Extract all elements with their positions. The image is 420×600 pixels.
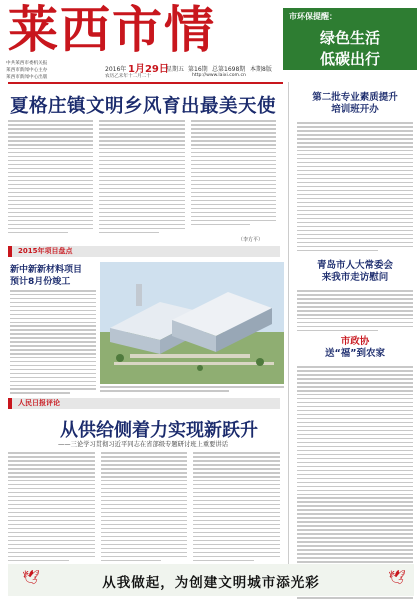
lead-body — [8, 120, 276, 236]
story1-title-line1[interactable]: 第二批专业素质提升 — [312, 92, 398, 103]
commentary-column-1 — [8, 452, 95, 561]
rendering-caption — [100, 386, 284, 392]
lead-column-2 — [99, 120, 184, 236]
masthead — [0, 0, 420, 78]
pubinfo-date: 1月29日 — [128, 64, 169, 75]
project-section-label: 2015年项目盘点 — [18, 247, 73, 255]
civilization-banner — [8, 564, 414, 596]
story1-title-line2[interactable]: 培训班开办 — [331, 104, 379, 115]
pubinfo-pages: 本期8版 — [250, 66, 272, 73]
story3-title-line1[interactable]: 市政协 — [340, 336, 370, 347]
story2-title-line2[interactable]: 来我市走访慰问 — [321, 272, 389, 283]
commentary-body — [8, 452, 280, 560]
lead-author: （李方平） — [238, 237, 264, 243]
dove-icon: 🕊 — [388, 570, 406, 586]
factory-rendering-image — [100, 262, 284, 384]
pubinfo-weekday: 星期五 — [166, 66, 185, 73]
commentary-column-3 — [193, 452, 280, 561]
dove-icon: 🕊 — [22, 570, 40, 586]
pubinfo-total-issue: 总第1698期 — [212, 66, 246, 73]
environment-slogan-line2: 低碳出行 — [319, 50, 380, 68]
project-section-bar — [8, 246, 280, 257]
pubinfo-issue: 第16期 — [188, 66, 208, 73]
pubinfo-publisher: 莱西市新闻中心出版 — [6, 75, 48, 80]
pubinfo-lunar: 农历乙未年十二月二十 — [105, 74, 151, 79]
story2-body — [297, 290, 413, 331]
pubinfo-year: 2016年 — [105, 66, 127, 73]
environment-slogan-line1: 绿色生活 — [319, 29, 380, 47]
pubinfo-organ: 中共莱西市委机关报 — [6, 61, 48, 66]
lead-column-3 — [191, 120, 276, 236]
lead-column-1 — [8, 120, 93, 236]
commentary-column-2 — [101, 452, 188, 561]
story1-body — [297, 122, 413, 251]
environment-reminder-box — [283, 8, 417, 70]
pubinfo-website: http://www.laixi.com.cn — [192, 73, 246, 78]
newspaper-logo: 莱西市情 — [8, 0, 216, 59]
story3-title-line2[interactable]: 送“福”到农家 — [325, 348, 385, 359]
lead-headline[interactable]: 夏格庄镇文明乡风育出最美天使 — [10, 96, 277, 117]
banner-slogan: 从我做起，为创建文明城市添光彩 — [102, 575, 320, 591]
commentary-section-bar — [8, 398, 280, 409]
right-column — [288, 82, 416, 592]
pubinfo-host: 莱西市新闻中心主办 — [6, 68, 48, 73]
story2-title-line1[interactable]: 青岛市人大常委会 — [316, 260, 393, 271]
masthead-divider — [8, 82, 283, 84]
environment-reminder-label: 市环保提醒： — [289, 12, 337, 21]
project-body — [10, 290, 96, 394]
project-title-line1[interactable]: 新中新新材料项目 — [10, 265, 83, 275]
commentary-section-label: 人民日报评论 — [18, 399, 60, 407]
project-title-line2[interactable]: 预计8月份竣工 — [10, 277, 71, 287]
commentary-headline[interactable]: 从供给侧着力实现新跃升 — [60, 420, 258, 441]
commentary-subtitle: ——三论学习贯彻习近平同志在省部级专题研讨班上重要讲话 — [58, 441, 229, 448]
